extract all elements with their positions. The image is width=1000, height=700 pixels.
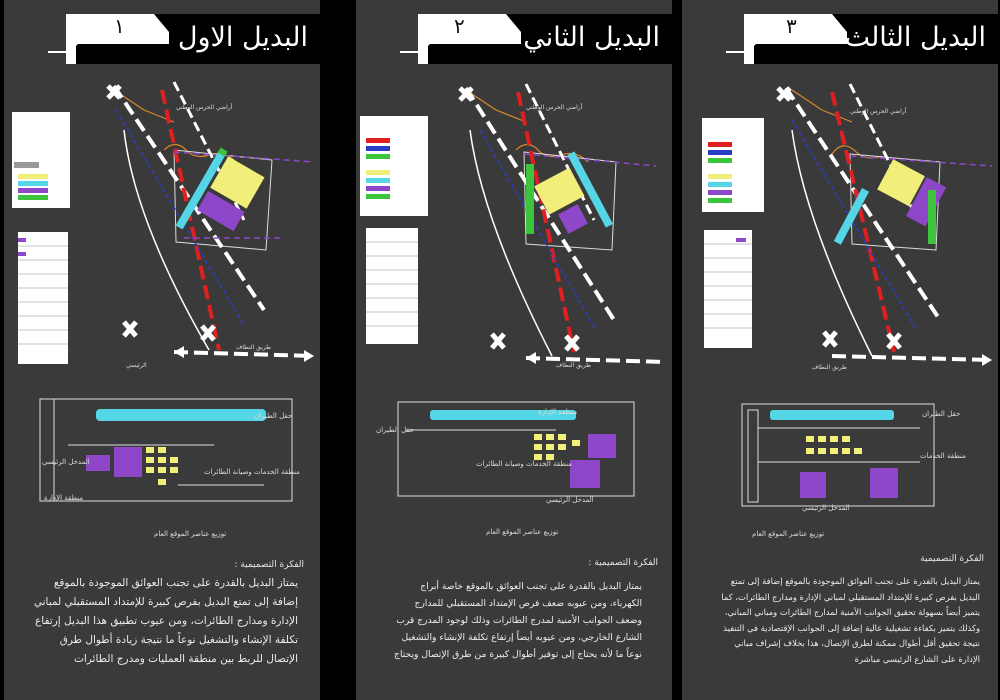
zoning-diagram bbox=[396, 400, 636, 498]
diagram-caption: توزيع عناصر الموقع العام bbox=[486, 528, 559, 536]
main-entry-label: المدخل الرئيسي bbox=[42, 458, 90, 466]
alternative-number: ٣ bbox=[786, 14, 797, 38]
alternative-number: ١ bbox=[114, 14, 125, 38]
panel-header bbox=[4, 8, 320, 64]
services-zone-label: منطقة الخدمات وصيانة الطائرات bbox=[204, 468, 300, 476]
concept-text: يمتاز البديل بالقدرة على تجنب العوائق الموجودة بالموقع إضافة إلى تمتع البديل بفرص كبيرة للإمتداد المستقبلي لمباني الإدارة ومدارج الطائرات، كما يتميز أيضاً بسهولة تحقيق الجوانب الأمنية لمدارج الطائرات ومباني المباني، وكذلك يتميز بكفاءة تشغيلية عالية إضافة إلى الجوانب الإقتصادية في التنفيذ نتيجة تحقيق أقل أطوال ممكنة لطرق الإتصال، هذا بخلاف إشراف مباني الإدارة على الشارع الرئيسي مباشرة bbox=[721, 576, 980, 664]
alternative-title: البديل الثالث bbox=[844, 22, 986, 53]
north-land-label: أراضي الحرس الوطني bbox=[176, 104, 233, 111]
alternative-title: البديل الثاني bbox=[523, 22, 660, 53]
site-plan-map bbox=[4, 70, 320, 370]
north-land-label: أراضي الحرس الوطني bbox=[850, 108, 907, 115]
diagram-caption: توزيع عناصر الموقع العام bbox=[752, 530, 825, 538]
alternative-3-panel bbox=[682, 0, 998, 700]
legend-table bbox=[12, 112, 70, 208]
diagram-caption: توزيع عناصر الموقع العام bbox=[154, 530, 227, 538]
alternative-number: ٢ bbox=[454, 14, 465, 38]
main-street-label: الرئيسي bbox=[126, 362, 147, 369]
main-entry-label: المدخل الرئيسي bbox=[802, 504, 850, 512]
main-entry-label: المدخل الرئيسي bbox=[546, 496, 594, 504]
zoning-diagram bbox=[740, 402, 936, 508]
admin-zone-label: منطقة الإدارة bbox=[538, 408, 578, 416]
concept-heading: الفكرة التصميمية : bbox=[234, 560, 304, 570]
alternative-2-panel bbox=[356, 0, 672, 700]
flight-zone-label: حقل الطيران bbox=[922, 410, 961, 418]
concept-heading: الفكرة التصميمية bbox=[920, 554, 984, 564]
site-plan-map bbox=[356, 70, 672, 370]
panel-header bbox=[682, 8, 998, 64]
alternative-title: البديل الاول bbox=[177, 22, 308, 53]
services-zone-label: منطقة الخدمات وصيانة الطائرات bbox=[476, 460, 572, 468]
area-table bbox=[704, 230, 752, 348]
admin-zone-label: منطقة الإدارة bbox=[44, 494, 84, 502]
site-plan-map bbox=[682, 70, 998, 370]
flight-zone-label: حقل الطيران bbox=[254, 412, 293, 420]
legend-table bbox=[360, 116, 428, 216]
north-land-label: أراضي الحرس الوطني bbox=[526, 104, 583, 111]
flight-zone-label: حقل الطيران bbox=[376, 426, 415, 434]
services-zone-label: منطقة الخدمات bbox=[920, 452, 966, 460]
panel-header bbox=[356, 8, 672, 64]
concept-text: يمتاز البديل بالقدرة على تجنب العوائق الموجودة بالموقع إضافة إلى تمتع البديل بفرص كبيرة للإمتداد المستقبلي لمباني الإدارة ومدارج الطائرات، ومن عيوب تطبيق هذا البديل إرتفاع تكلفة الإنشاء والتشغيل نوعاً ما نتيجة زيادة أطوال طرق الإتصال للربط بين منطقة العمليات ومدرج الطائرات bbox=[33, 577, 298, 665]
concept-heading: الفكرة التصميمية : bbox=[588, 558, 658, 568]
road-label: طريق النطاف bbox=[236, 344, 271, 351]
legend-table bbox=[702, 118, 764, 212]
concept-text: يمتاز البديل بالقدرة على تجنب العوائق بالموقع خاصة أبراج الكهرباء، ومن عيوبه ضعف فرص الإمتداد المستقبلي للمدارج وضعف الجوانب الأمنية لمدرج الطائرات وذلك لوجود المدرج قرب الشارع الخارجي، ومن عيوبه أيضاً إرتفاع تكلفة الإنشاء والتشغيل نوعاً ما لأنه يحتاج إلى توفير أطوال كبيرة من طرق الإتصال ويحتاج bbox=[394, 581, 642, 660]
alternative-1-panel bbox=[4, 0, 320, 700]
area-table bbox=[366, 228, 418, 344]
road-label: طريق النطاف bbox=[556, 362, 591, 369]
road-label: طريق النطاف bbox=[812, 364, 847, 371]
